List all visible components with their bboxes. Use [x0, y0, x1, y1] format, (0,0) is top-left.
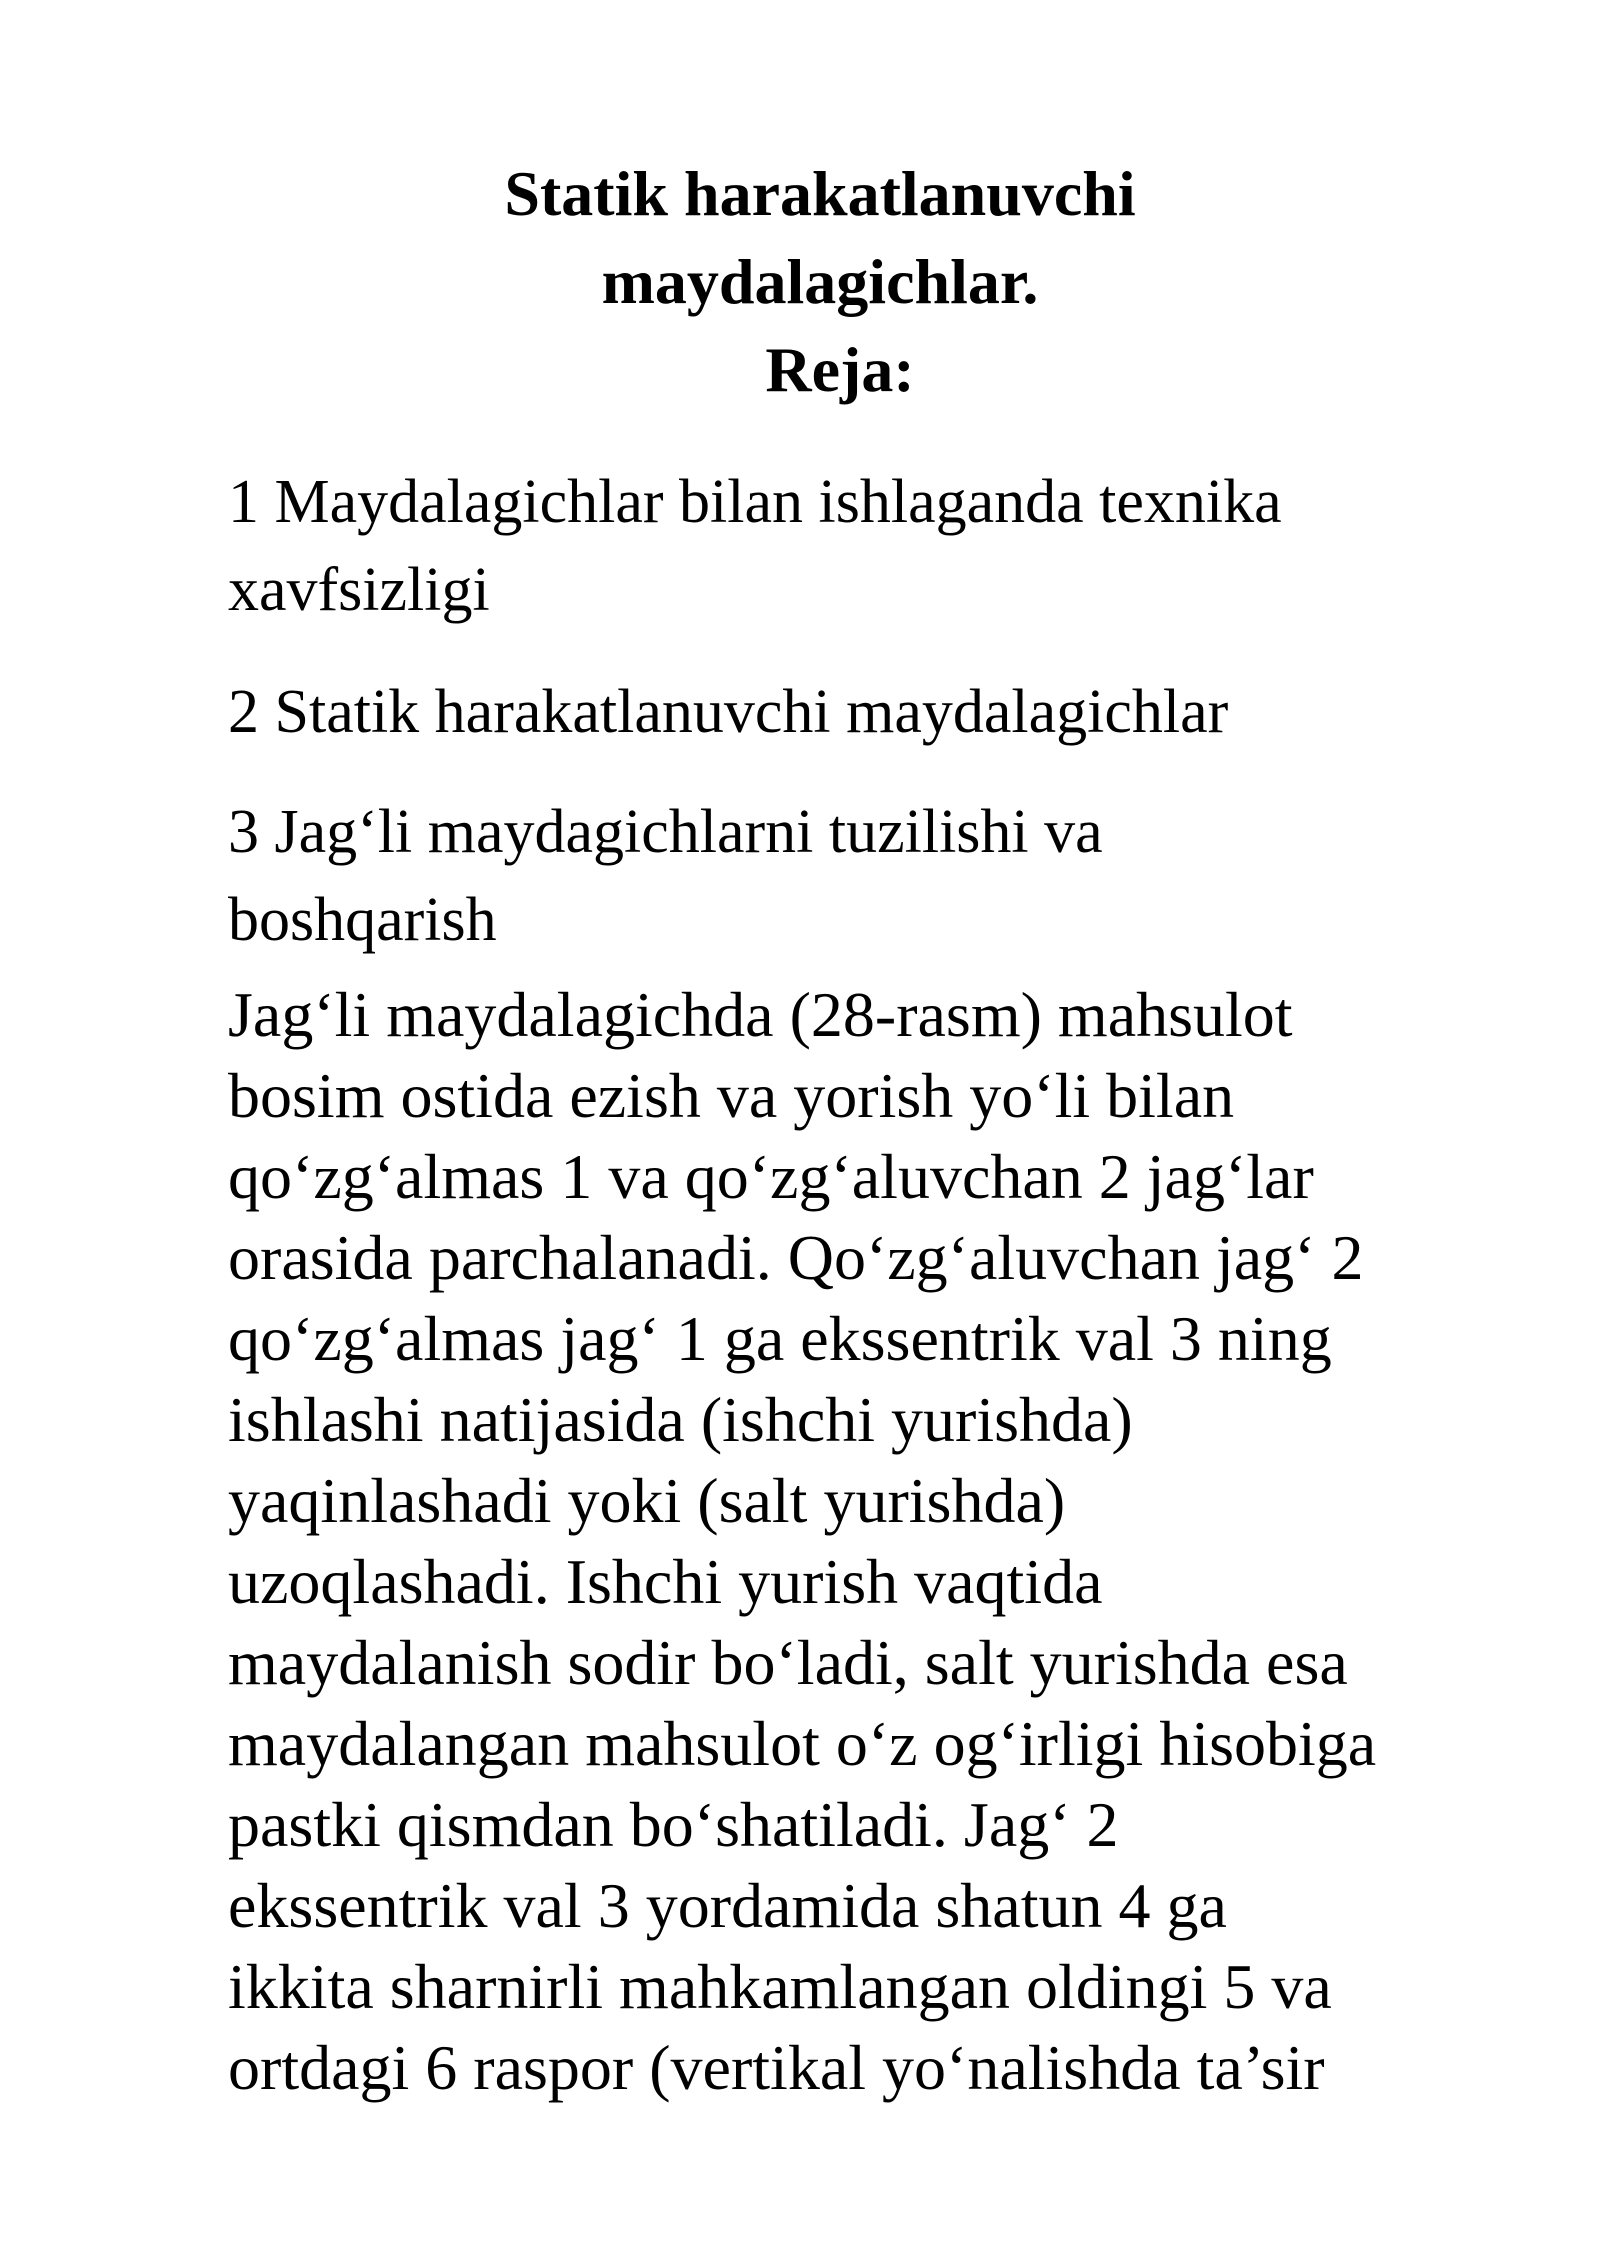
paragraph-line: uzoqlashadi. Ishchi yurish vaqtida [228, 1546, 1103, 1617]
paragraph-line: qo‘zg‘almas jag‘ 1 ga ekssentrik val 3 ning [228, 1303, 1332, 1374]
plan-item-3 [228, 788, 1528, 964]
paragraph-line: maydalangan mahsulot o‘z og‘irligi hisobiga [228, 1708, 1377, 1779]
body-paragraph [228, 974, 1568, 2108]
paragraph-line: pastki qismdan bo‘shatiladi. Jag‘ 2 [228, 1789, 1119, 1860]
paragraph-line: ishlashi natijasida (ishchi yurishda) [228, 1384, 1133, 1455]
plan-item-1-line-1: 1 Maydalagichlar bilan ishlaganda texnika [228, 468, 1282, 536]
plan-item-2 [228, 668, 1528, 756]
paragraph-line: yaqinlashadi yoki (salt yurishda) [228, 1465, 1066, 1536]
plan-item-1-line-2: xavfsizligi [228, 556, 490, 624]
paragraph-line: orasida parchalanadi. Qo‘zg‘aluvchan jag‘ 2 [228, 1222, 1364, 1293]
paragraph-line: Jag‘li maydalagichda (28-rasm) mahsulot [228, 979, 1293, 1050]
paragraph-line: ortdagi 6 raspor (vertikal yo‘nalishda ta’sir [228, 2032, 1325, 2103]
plan-item-2-line-1: 2 Statik harakatlanuvchi maydalagichlar [228, 678, 1229, 746]
plan-heading: Reja: [765, 334, 915, 405]
paragraph-line: maydalanish sodir bo‘ladi, salt yurishda esa [228, 1627, 1348, 1698]
paragraph-line: qo‘zg‘almas 1 va qo‘zg‘aluvchan 2 jag‘lar [228, 1141, 1314, 1212]
title-line-1: Statik harakatlanuvchi [504, 158, 1136, 229]
plan-item-3-line-1: 3 Jag‘li maydagichlarni tuzilishi va [228, 798, 1103, 866]
title-line-2: maydalagichlar. [601, 246, 1039, 317]
paragraph-line: bosim ostida ezish va yorish yo‘li bilan [228, 1060, 1235, 1131]
paragraph-line: ekssentrik val 3 yordamida shatun 4 ga [228, 1870, 1227, 1941]
plan-item-3-line-2: boshqarish [228, 886, 497, 954]
document-title [0, 150, 1600, 414]
paragraph-line: ikkita sharnirli mahkamlangan oldingi 5 va [228, 1951, 1332, 2022]
plan-item-1 [228, 458, 1528, 634]
